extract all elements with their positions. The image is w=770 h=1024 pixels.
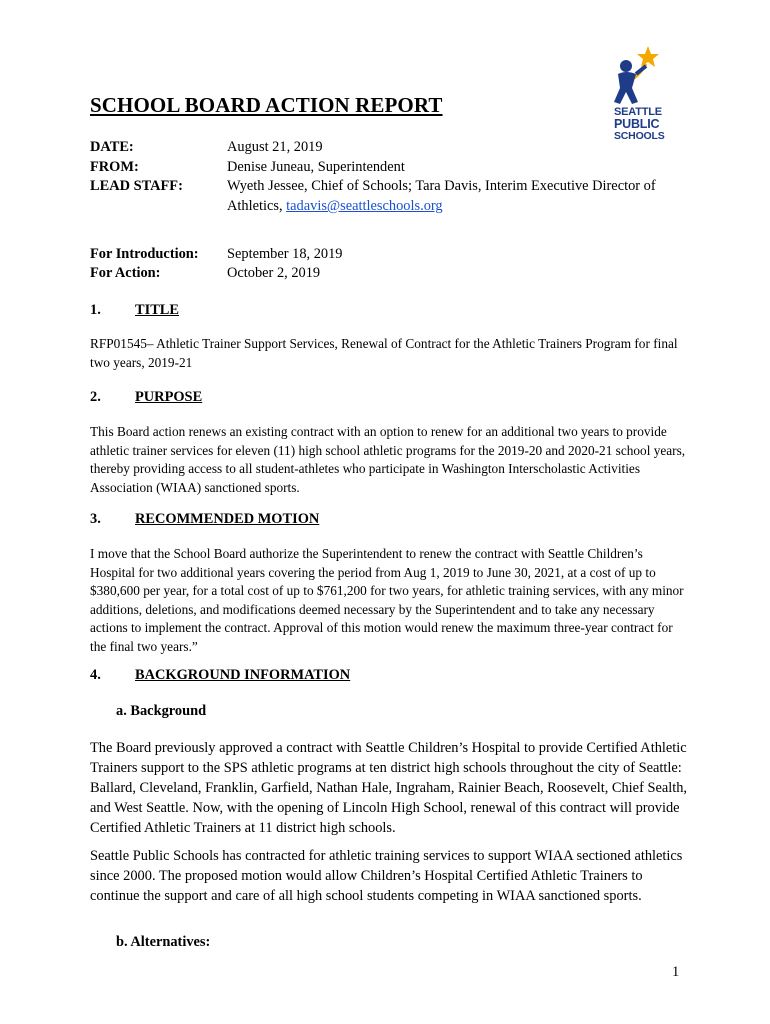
section-4a-paragraph-1: The Board previously approved a contract with Seattle Children’s Hospital to provide Certified Athletic Trainers support to the SPS athletic programs at ten district high schools throughout the city of Seattle: Ballard, Cleveland, Franklin, Garfield, Nathan Hale, Ingraham, Rainier Beach, Roosevelt, Chief Sealth, and West Seattle. Now, with the opening of Lincoln High School, renewal of this contract will provide Certified Athletic Trainers at 11 district high schools. [90,740,688,836]
action-label: For Action: [90,265,161,281]
lead-staff-label: LEAD STAFF: [90,178,183,194]
section-3-number: 3. [90,511,101,527]
seattle-public-schools-logo [600,44,672,144]
section-1-number: 1. [90,302,101,318]
section-4b-heading: b. Alternatives: [116,934,211,950]
section-4a-heading: a. Background [116,703,207,719]
page-number: 1 [672,964,680,980]
introduction-label: For Introduction: [90,246,199,262]
section-4-title: BACKGROUND INFORMATION [135,667,351,683]
from-value: Denise Juneau, Superintendent [227,159,405,175]
section-2-title: PURPOSE [135,389,203,405]
logo-line2: PUBLIC [614,117,660,131]
lead-staff-text: Wyeth Jessee, Chief of Schools; Tara Davis, Interim Executive Director of Athletics, [227,178,656,214]
lead-staff-value [227,176,692,216]
section-4-number: 4. [90,667,101,683]
date-label: DATE: [90,139,134,155]
section-2-text: This Board action renews an existing contract with an option to renew for an additional two years to provide athletic trainer services for eleven (11) high school athletic programs for the 2019-20 and 2020-21 school years, thereby providing access to all student-athletes who participate in Washington Interscholastic Activities Association (WIAA) sanctioned sports. [90,424,686,495]
logo-figure-icon [610,44,666,108]
section-4a-paragraph-2: Seattle Public Schools has contracted for athletic training services to support WIAA sectioned athletics since 2000. The proposed motion would allow Children’s Hospital Certified Athletic Trainers to continue the support and care of all high school students competing in WIAA sanctioned sports. [90,848,683,904]
section-1-text: RFP01545– Athletic Trainer Support Services, Renewal of Contract for the Athletic Trainers Program for final two years, 2019-21 [90,336,678,370]
date-value: August 21, 2019 [227,139,323,155]
section-3-title: RECOMMENDED MOTION [135,511,320,527]
from-label: FROM: [90,159,139,175]
section-1-title: TITLE [135,302,179,318]
logo-line3: SCHOOLS [614,130,665,142]
introduction-value: September 18, 2019 [227,246,343,262]
action-value: October 2, 2019 [227,265,321,281]
logo-line1: SEATTLE [614,106,662,118]
section-3-text: I move that the School Board authorize the Superintendent to renew the contract with Seattle Children’s Hospital for two additional years covering the period from Aug 1, 2019 to June 30, 2021, at a cost of up to $380,600 per year, for a total cost of up to $761,200 for two years, for athletic training services, with any minor additions, deletions, and modifications deemed necessary by the Superintendent and to take any necessary actions to implement the contract. Approval of this motion would renew the maximum three-year contract for the final two years.” [90,546,684,654]
report-title: SCHOOL BOARD ACTION REPORT [90,93,443,117]
section-2-number: 2. [90,389,101,405]
lead-staff-email-link[interactable]: tadavis@seattleschools.org [286,198,443,214]
